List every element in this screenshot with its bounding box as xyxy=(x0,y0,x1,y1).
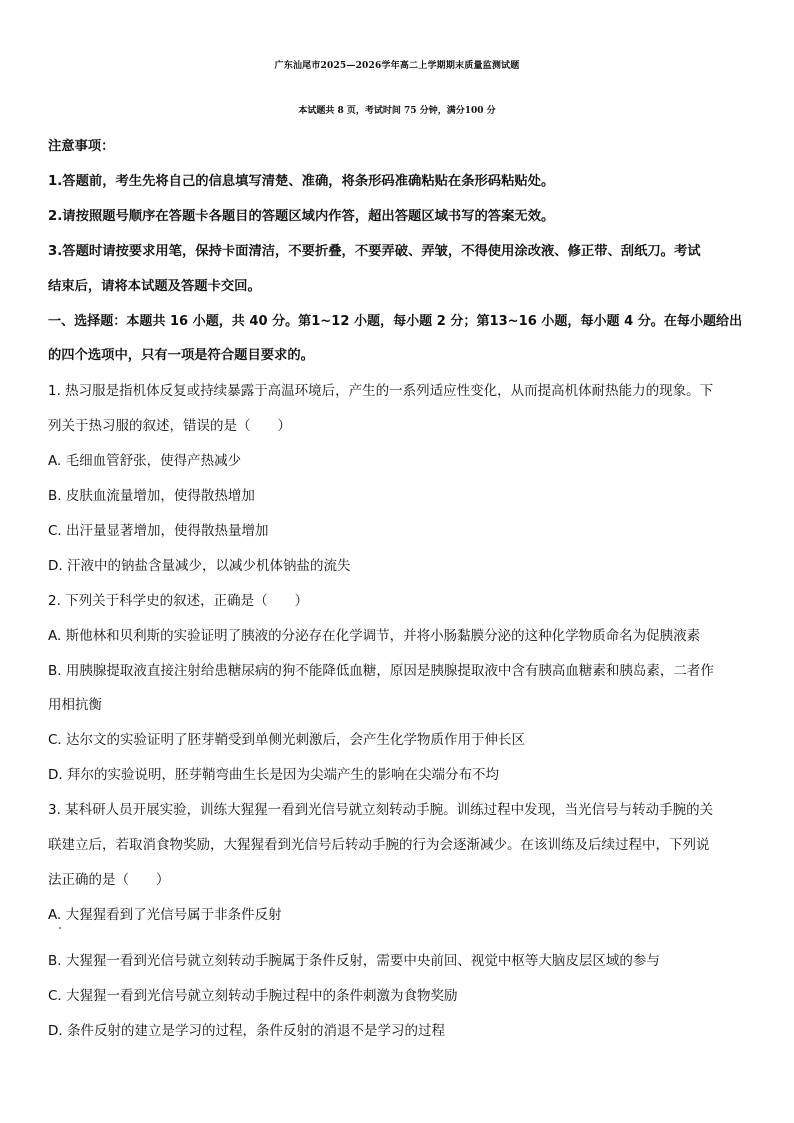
question-option: D. 拜尔的实验说明，胚芽鞘弯曲生长是因为尖端产生的影响在尖端分布不均 xyxy=(48,767,499,783)
question-stem: 列关于热习服的叙述，错误的是（ ） xyxy=(48,418,291,434)
stray-dot-mark xyxy=(59,927,61,929)
question-stem: 1. 热习服是指机体反复或持续暴露于高温环境后，产生的一系列适应性变化，从而提高机体耐热能力的现象。下 xyxy=(48,383,714,399)
question-option: B. 皮肤血流量增加，使得散热增加 xyxy=(48,488,255,504)
question-stem: 2. 下列关于科学史的叙述，正确是（ ） xyxy=(48,593,309,609)
question-option: B. 大猩猩一看到光信号就立刻转动手腕属于条件反射，需要中央前回、视觉中枢等大脑皮层区域的参与 xyxy=(48,953,660,969)
question-option: A. 毛细血管舒张，使得产热减少 xyxy=(48,453,242,469)
notice-item: 结束后，请将本试题及答题卡交回。 xyxy=(48,279,261,294)
notice-item: 1.答题前，考生先将自己的信息填写清楚、准确，将条形码准确粘贴在条形码粘贴处。 xyxy=(48,174,555,189)
question-option: A. 斯他林和贝利斯的实验证明了胰液的分泌存在化学调节，并将小肠黏膜分泌的这种化学物质命名为促胰液素 xyxy=(48,628,701,644)
section-heading: 的四个选项中，只有一项是符合题目要求的。 xyxy=(48,348,314,363)
question-option: D. 汗液中的钠盐含量减少，以减少机体钠盐的流失 xyxy=(48,558,351,574)
notice-item: 2.请按照题号顺序在答题卡各题目的答题区域内作答，超出答题区域书写的答案无效。 xyxy=(48,209,555,224)
question-stem: 法正确的是（ ） xyxy=(48,872,170,888)
question-option: C. 出汗量显著增加，使得散热量增加 xyxy=(48,523,269,539)
question-option: B. 用胰腺提取液直接注射给患糖尿病的狗不能降低血糖，原因是胰腺提取液中含有胰高血糖素和胰岛素，二者作 xyxy=(48,663,714,679)
question-stem: 联建立后，若取消食物奖励，大猩猩看到光信号后转动手腕的行为会逐渐减少。在该训练及后续过程中，下列说 xyxy=(48,837,710,853)
question-option: 用相抗衡 xyxy=(48,697,102,713)
question-option: C. 达尔文的实验证明了胚芽鞘受到单侧光刺激后，会产生化学物质作用于伸长区 xyxy=(48,732,526,748)
question-option: C. 大猩猩一看到光信号就立刻转动手腕过程中的条件刺激为食物奖励 xyxy=(48,988,458,1004)
question-option: A. 大猩猩看到了光信号属于非条件反射 xyxy=(48,907,282,923)
notice-item: 3.答题时请按要求用笔，保持卡面清洁，不要折叠，不要弄破、弄皱，不得使用涂改液、修正带、刮纸刀。考试 xyxy=(48,244,701,259)
question-stem: 3. 某科研人员开展实验，训练大猩猩一看到光信号就立刻转动手腕。训练过程中发现，当光信号与转动手腕的关 xyxy=(48,802,714,818)
notice-heading: 注意事项： xyxy=(48,139,115,154)
exam-subtitle: 本试题共 8 页，考试时间 75 分钟，满分100 分 xyxy=(298,106,496,116)
section-heading: 一、选择题：本题共 16 小题，共 40 分。第1~12 小题，每小题 2 分；第13~16 小题，每小题 4 分。在每小题给出 xyxy=(48,314,743,329)
exam-title: 广东汕尾市2025—2026学年高二上学期期末质量监测试题 xyxy=(274,61,520,71)
question-option: D. 条件反射的建立是学习的过程，条件反射的消退不是学习的过程 xyxy=(48,1023,445,1039)
